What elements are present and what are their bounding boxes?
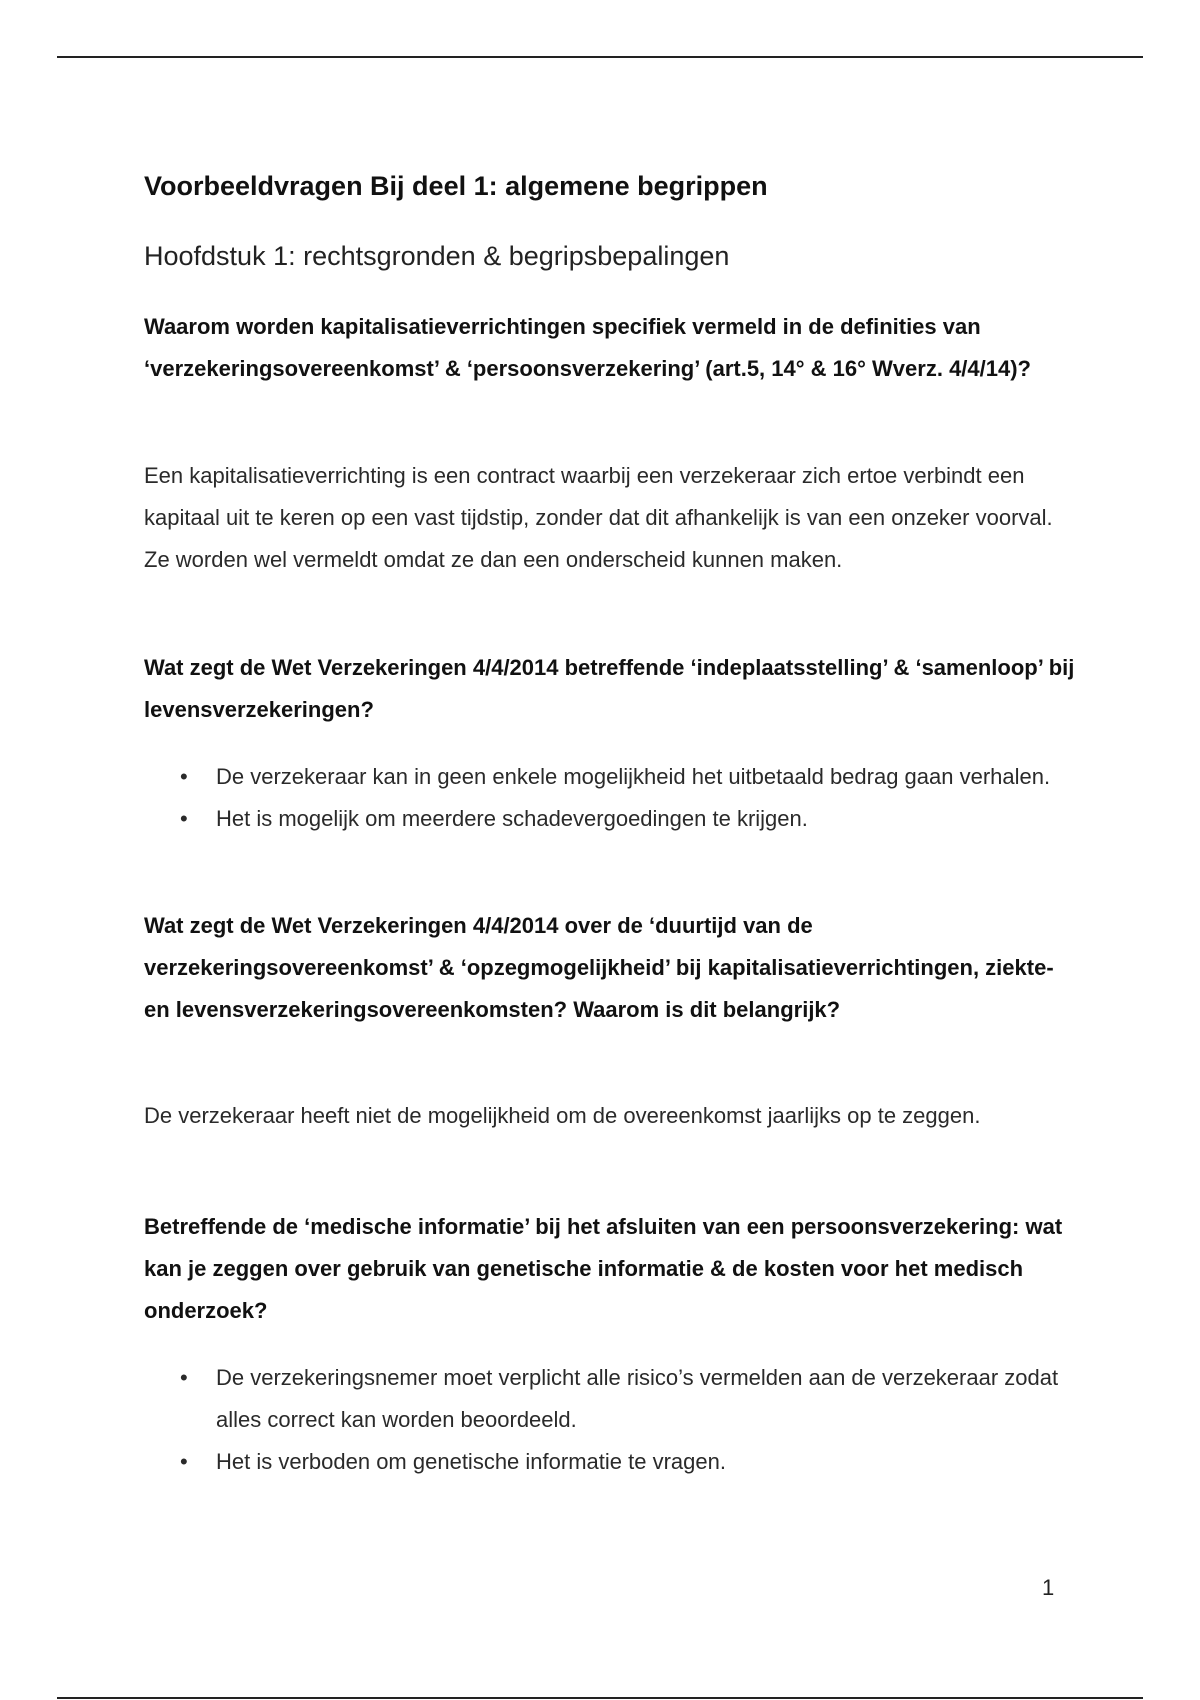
bullet-icon: • xyxy=(180,806,188,831)
list-item-text: Het is verboden om genetische informatie te vragen. xyxy=(216,1449,726,1474)
question-3: Wat zegt de Wet Verzekeringen 4/4/2014 over de ‘duurtijd van de verzekeringsovereenkomst’ & ‘opzegmogelijkheid’ bij kapitalisatieverrichtingen, ziekte- en levensverzekeringsovereenkomsten? Waarom is dit belangrijk? xyxy=(144,913,1054,1022)
document-title: Voorbeeldvragen Bij deel 1: algemene begrippen xyxy=(144,171,768,201)
bullet-list-4 xyxy=(144,1357,1080,1483)
list-item-text: Het is mogelijk om meerdere schadevergoedingen te krijgen. xyxy=(216,806,808,831)
list-item xyxy=(144,756,1080,798)
question-2: Wat zegt de Wet Verzekeringen 4/4/2014 betreffende ‘indeplaatsstelling’ & ‘samenloop’ bij levensverzekeringen? xyxy=(144,655,1075,722)
footer-rule xyxy=(57,1697,1143,1699)
answer-3: De verzekeraar heeft niet de mogelijkheid om de overeenkomst jaarlijks op te zeggen. xyxy=(144,1103,981,1128)
chapter-title: Hoofdstuk 1: rechtsgronden & begripsbepalingen xyxy=(144,241,730,271)
answer-1: Een kapitalisatieverrichting is een contract waarbij een verzekeraar zich ertoe verbindt een kapitaal uit te keren op een vast tijdstip, zonder dat dit afhankelijk is van een onzeker voorval. Ze worden wel vermeldt omdat ze dan een onderscheid kunnen maken. xyxy=(144,463,1053,572)
bullet-icon: • xyxy=(180,1365,188,1390)
list-item xyxy=(144,1441,1080,1483)
list-item xyxy=(144,1357,1080,1441)
bullet-icon: • xyxy=(180,764,188,789)
list-item xyxy=(144,798,1080,840)
list-item-text: De verzekeringsnemer moet verplicht alle risico’s vermelden aan de verzekeraar zodat alles correct kan worden beoordeeld. xyxy=(216,1365,1059,1432)
bullet-list-2 xyxy=(144,756,1080,840)
question-4: Betreffende de ‘medische informatie’ bij het afsluiten van een persoonsverzekering: wat kan je zeggen over gebruik van genetische informatie & de kosten voor het medisch onderzoek? xyxy=(144,1214,1063,1323)
list-item-text: De verzekeraar kan in geen enkele mogelijkheid het uitbetaald bedrag gaan verhalen. xyxy=(216,764,1051,789)
page-number: 1 xyxy=(1042,1575,1055,1600)
bullet-icon: • xyxy=(180,1449,188,1474)
question-1: Waarom worden kapitalisatieverrichtingen specifiek vermeld in de definities van ‘verzekeringsovereenkomst’ & ‘persoonsverzekering’ (art.5, 14° & 16° Wverz. 4/4/14)? xyxy=(144,314,1031,381)
header-rule xyxy=(57,56,1143,58)
